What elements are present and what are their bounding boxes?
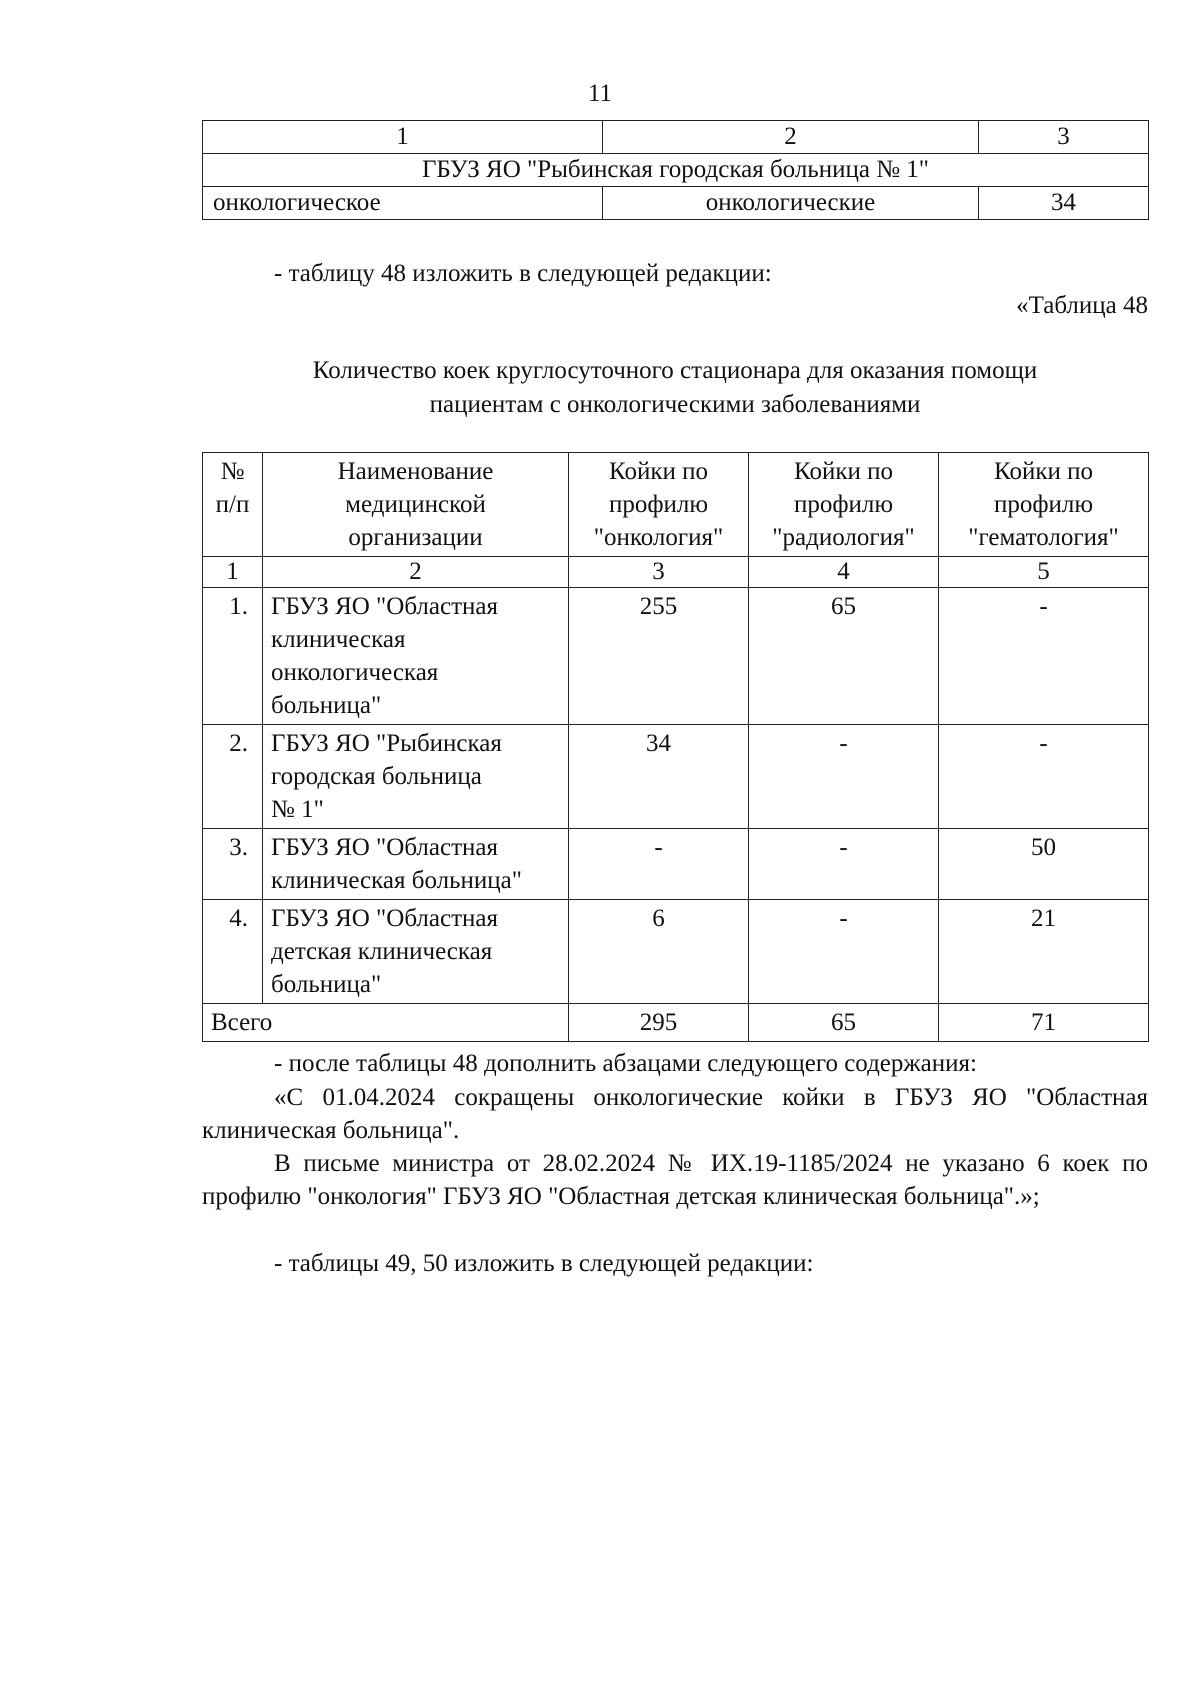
continuation-table [202, 120, 1149, 220]
table-title-line-1: Количество коек круглосуточного стационара для оказания помощи [312, 357, 1038, 384]
beds-cell: 34 [979, 187, 1149, 220]
org-name [263, 900, 569, 1004]
header-line: "гематология" [968, 524, 1119, 551]
org-name [263, 588, 569, 725]
page-number: 11 [587, 80, 613, 107]
org-name-line: ГБУЗ ЯО "Областная [271, 905, 498, 932]
header-radiology [749, 453, 939, 557]
table-header-row [203, 121, 1149, 154]
org-name-line: больница" [271, 692, 382, 719]
instruction-2: - после таблицы 48 дополнить абзацами следующего содержания: [274, 1050, 977, 1077]
total-hematology: 71 [939, 1004, 1149, 1042]
header-line: Койки по [609, 458, 708, 485]
header-line: № [220, 458, 245, 485]
department-cell: онкологическое [203, 187, 603, 220]
hematology-beds: - [939, 588, 1149, 725]
oncology-beds: - [569, 829, 749, 900]
col-number-1: 1 [203, 557, 263, 588]
org-name-line: клиническая [271, 626, 406, 653]
header-line: Койки по [994, 458, 1093, 485]
org-name-line: детская клиническая [271, 938, 493, 965]
paragraph-1: «С 01.04.2024 сокращены онкологические койки в ГБУЗ ЯО "Областная клиническая больница". [202, 1084, 1148, 1144]
oncology-beds: 255 [569, 588, 749, 725]
org-name-line: онкологическая [271, 659, 439, 686]
total-label: Всего [203, 1004, 569, 1042]
org-name-line: больница" [271, 971, 382, 998]
instruction-1: - таблицу 48 изложить в следующей редакции: [274, 260, 772, 287]
col-number-3: 3 [569, 557, 749, 588]
header-line: п/п [215, 491, 250, 518]
total-oncology: 295 [569, 1004, 749, 1042]
table-48 [202, 452, 1149, 1042]
header-hematology [939, 453, 1149, 557]
table-row [203, 829, 1149, 900]
col-number-2: 2 [603, 121, 979, 154]
row-number: 1. [203, 588, 263, 725]
col-number-3: 3 [979, 121, 1149, 154]
hematology-beds: 21 [939, 900, 1149, 1004]
instruction-3: - таблицы 49, 50 изложить в следующей редакции: [274, 1250, 814, 1277]
table-row [203, 187, 1149, 220]
header-line: "радиология" [772, 524, 915, 551]
hematology-beds: 50 [939, 829, 1149, 900]
paragraph-2: В письме министра от 28.02.2024 № ИХ.19-1185/2024 не указано 6 коек по профилю "онкология" ГБУЗ ЯО "Областная детская клиническая больница".»; [202, 1150, 1148, 1210]
oncology-beds: 34 [569, 725, 749, 829]
header-org-name [263, 453, 569, 557]
org-name-line: ГБУЗ ЯО "Областная [271, 834, 498, 861]
row-number: 3. [203, 829, 263, 900]
radiology-beds: - [749, 725, 939, 829]
total-radiology: 65 [749, 1004, 939, 1042]
org-name: ГБУЗ ЯО "Рыбинская городская больница № 1" [203, 154, 1149, 187]
table-label: «Таблица 48 [1016, 292, 1148, 319]
radiology-beds: 65 [749, 588, 939, 725]
header-number [203, 453, 263, 557]
org-name [263, 829, 569, 900]
oncology-beds: 6 [569, 900, 749, 1004]
radiology-beds: - [749, 829, 939, 900]
col-number-4: 4 [749, 557, 939, 588]
org-name-line: № 1" [271, 796, 324, 823]
org-name-line: ГБУЗ ЯО "Рыбинская [271, 730, 502, 757]
org-row [203, 154, 1149, 187]
col-number-1: 1 [203, 121, 603, 154]
table-title-line-2: пациентам с онкологическими заболеваниями [429, 391, 921, 418]
org-name [263, 725, 569, 829]
hematology-beds: - [939, 725, 1149, 829]
column-numbers-row [203, 557, 1149, 588]
header-line: профилю [608, 491, 709, 518]
header-oncology [569, 453, 749, 557]
table-row [203, 900, 1149, 1004]
header-line: медицинской [345, 491, 486, 518]
header-line: профилю [993, 491, 1094, 518]
org-name-line: клиническая больница" [271, 867, 522, 894]
col-number-2: 2 [263, 557, 569, 588]
total-row [203, 1004, 1149, 1042]
header-line: организации [348, 524, 483, 551]
org-name-line: ГБУЗ ЯО "Областная [271, 593, 498, 620]
table-header-row [203, 453, 1149, 557]
table-row [203, 725, 1149, 829]
header-line: Койки по [794, 458, 893, 485]
col-number-5: 5 [939, 557, 1149, 588]
row-number: 4. [203, 900, 263, 1004]
radiology-beds: - [749, 900, 939, 1004]
row-number: 2. [203, 725, 263, 829]
org-name-line: городская больница [271, 763, 482, 790]
profile-cell: онкологические [603, 187, 979, 220]
table-row [203, 588, 1149, 725]
header-line: Наименование [337, 458, 494, 485]
header-line: профилю [793, 491, 894, 518]
header-line: "онкология" [593, 524, 724, 551]
